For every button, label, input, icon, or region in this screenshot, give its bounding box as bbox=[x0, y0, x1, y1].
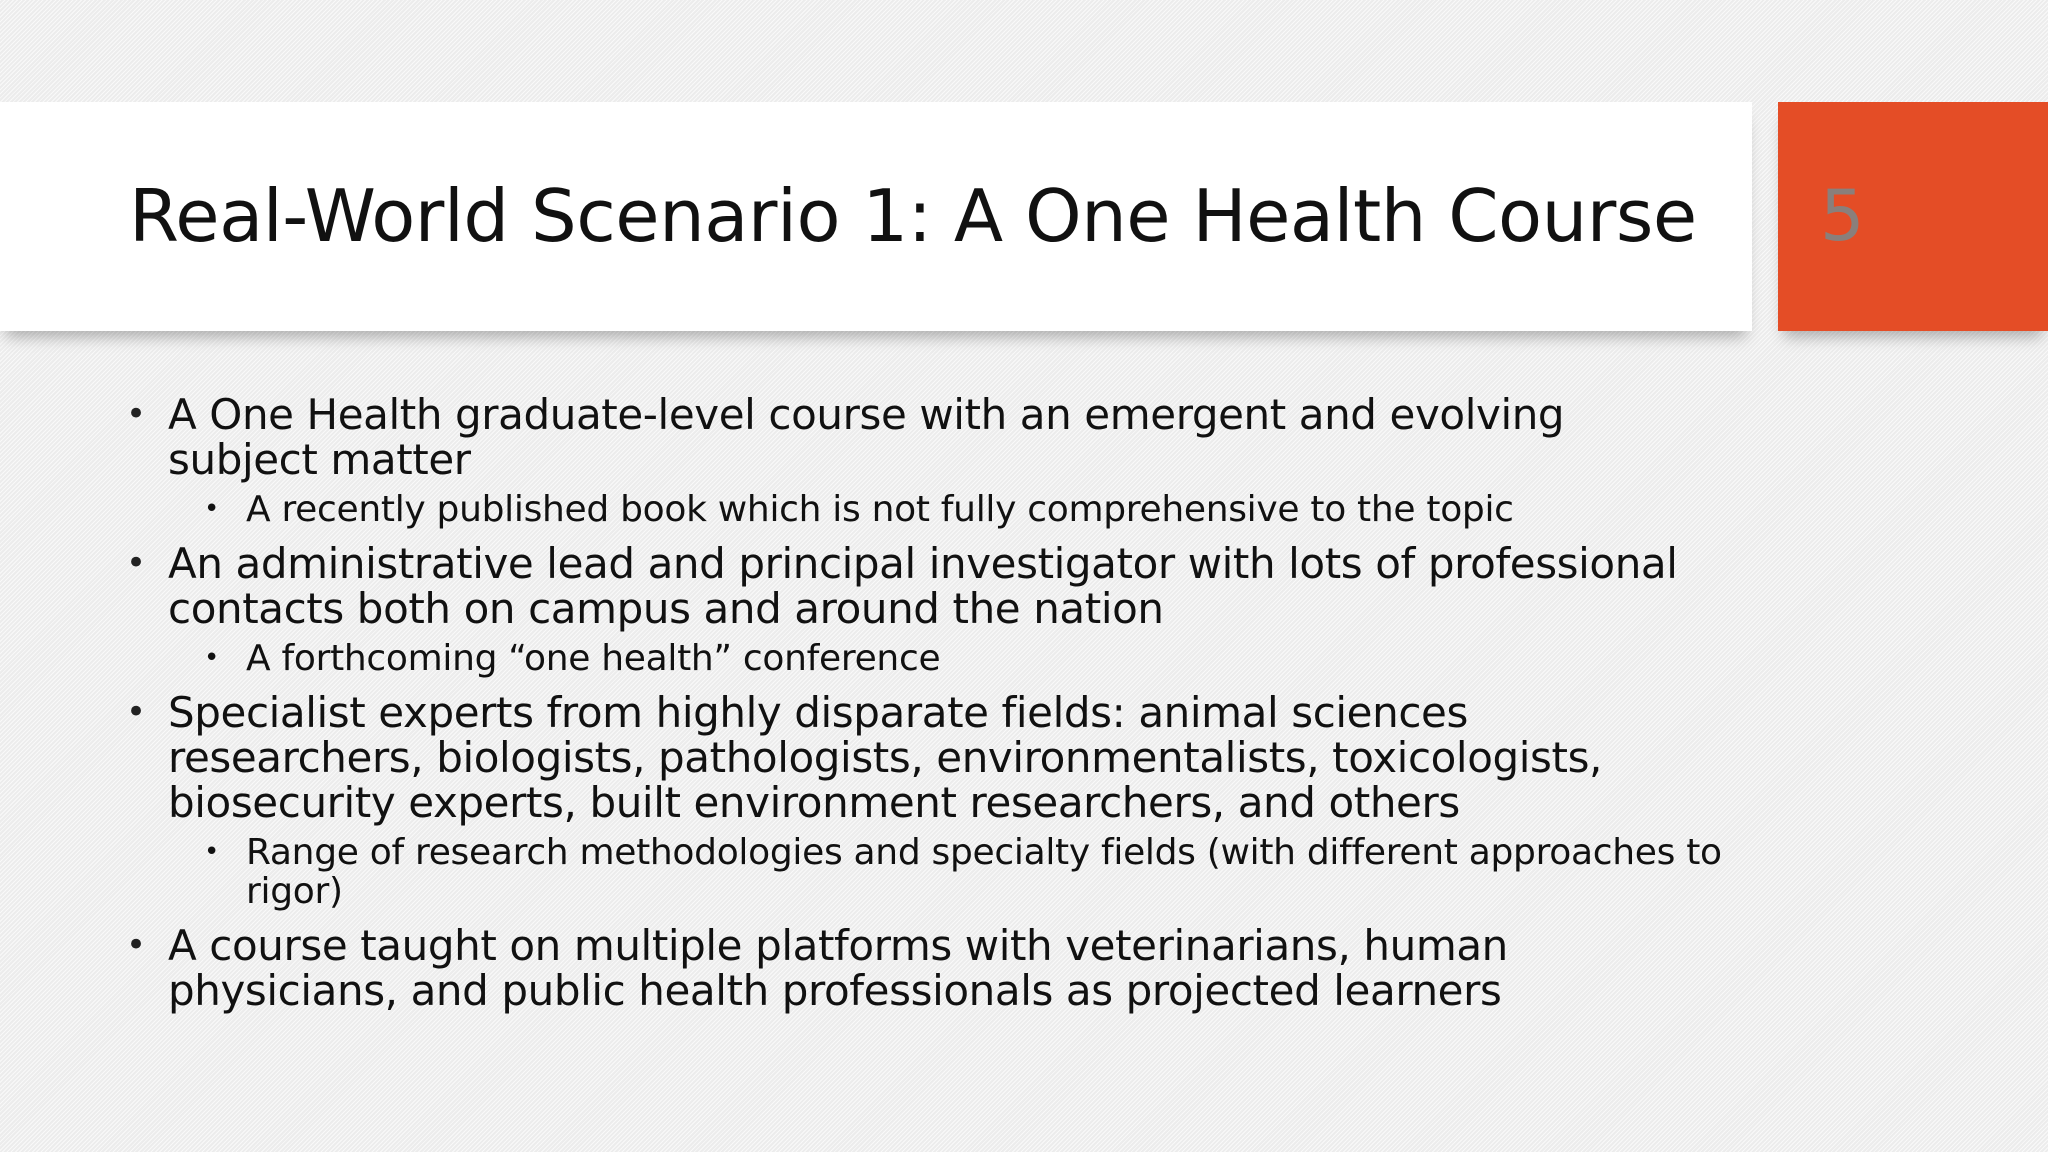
bullet-item bbox=[124, 541, 1724, 678]
slide-number-block bbox=[1778, 102, 2048, 331]
slide-title: Real-World Scenario 1: A One Health Course bbox=[129, 174, 1697, 258]
bullet-text: A One Health graduate-level course with an emergent and evolving subject matter bbox=[168, 390, 1565, 484]
slide-number: 5 bbox=[1820, 175, 1865, 257]
sub-bullet-list bbox=[168, 833, 1724, 911]
bullet-list bbox=[124, 392, 1724, 1025]
sub-bullet-list bbox=[168, 639, 1724, 678]
bullet-text: A course taught on multiple platforms with veterinarians, human physicians, and public health professionals as projected learners bbox=[168, 921, 1508, 1015]
bullet-item bbox=[124, 392, 1724, 529]
sub-bullet-item: • A recently published book which is not fully comprehensive to the topic bbox=[168, 490, 1724, 529]
sub-bullet-item: • A forthcoming “one health” conference bbox=[168, 639, 1724, 678]
bullet-item bbox=[124, 690, 1724, 911]
sub-bullet-item: • Range of research methodologies and specialty fields (with different approaches to rigor) bbox=[168, 833, 1724, 911]
bullet-item bbox=[124, 923, 1724, 1013]
title-bar bbox=[0, 102, 1752, 331]
sub-bullet-list bbox=[168, 490, 1724, 529]
bullet-text: Specialist experts from highly disparate fields: animal sciences researchers, biologists, pathologists, environmentalists, toxicologists, biosecurity experts, built environment researchers, and others bbox=[168, 688, 1603, 827]
bullet-text: An administrative lead and principal investigator with lots of professional contacts both on campus and around the nation bbox=[168, 539, 1678, 633]
